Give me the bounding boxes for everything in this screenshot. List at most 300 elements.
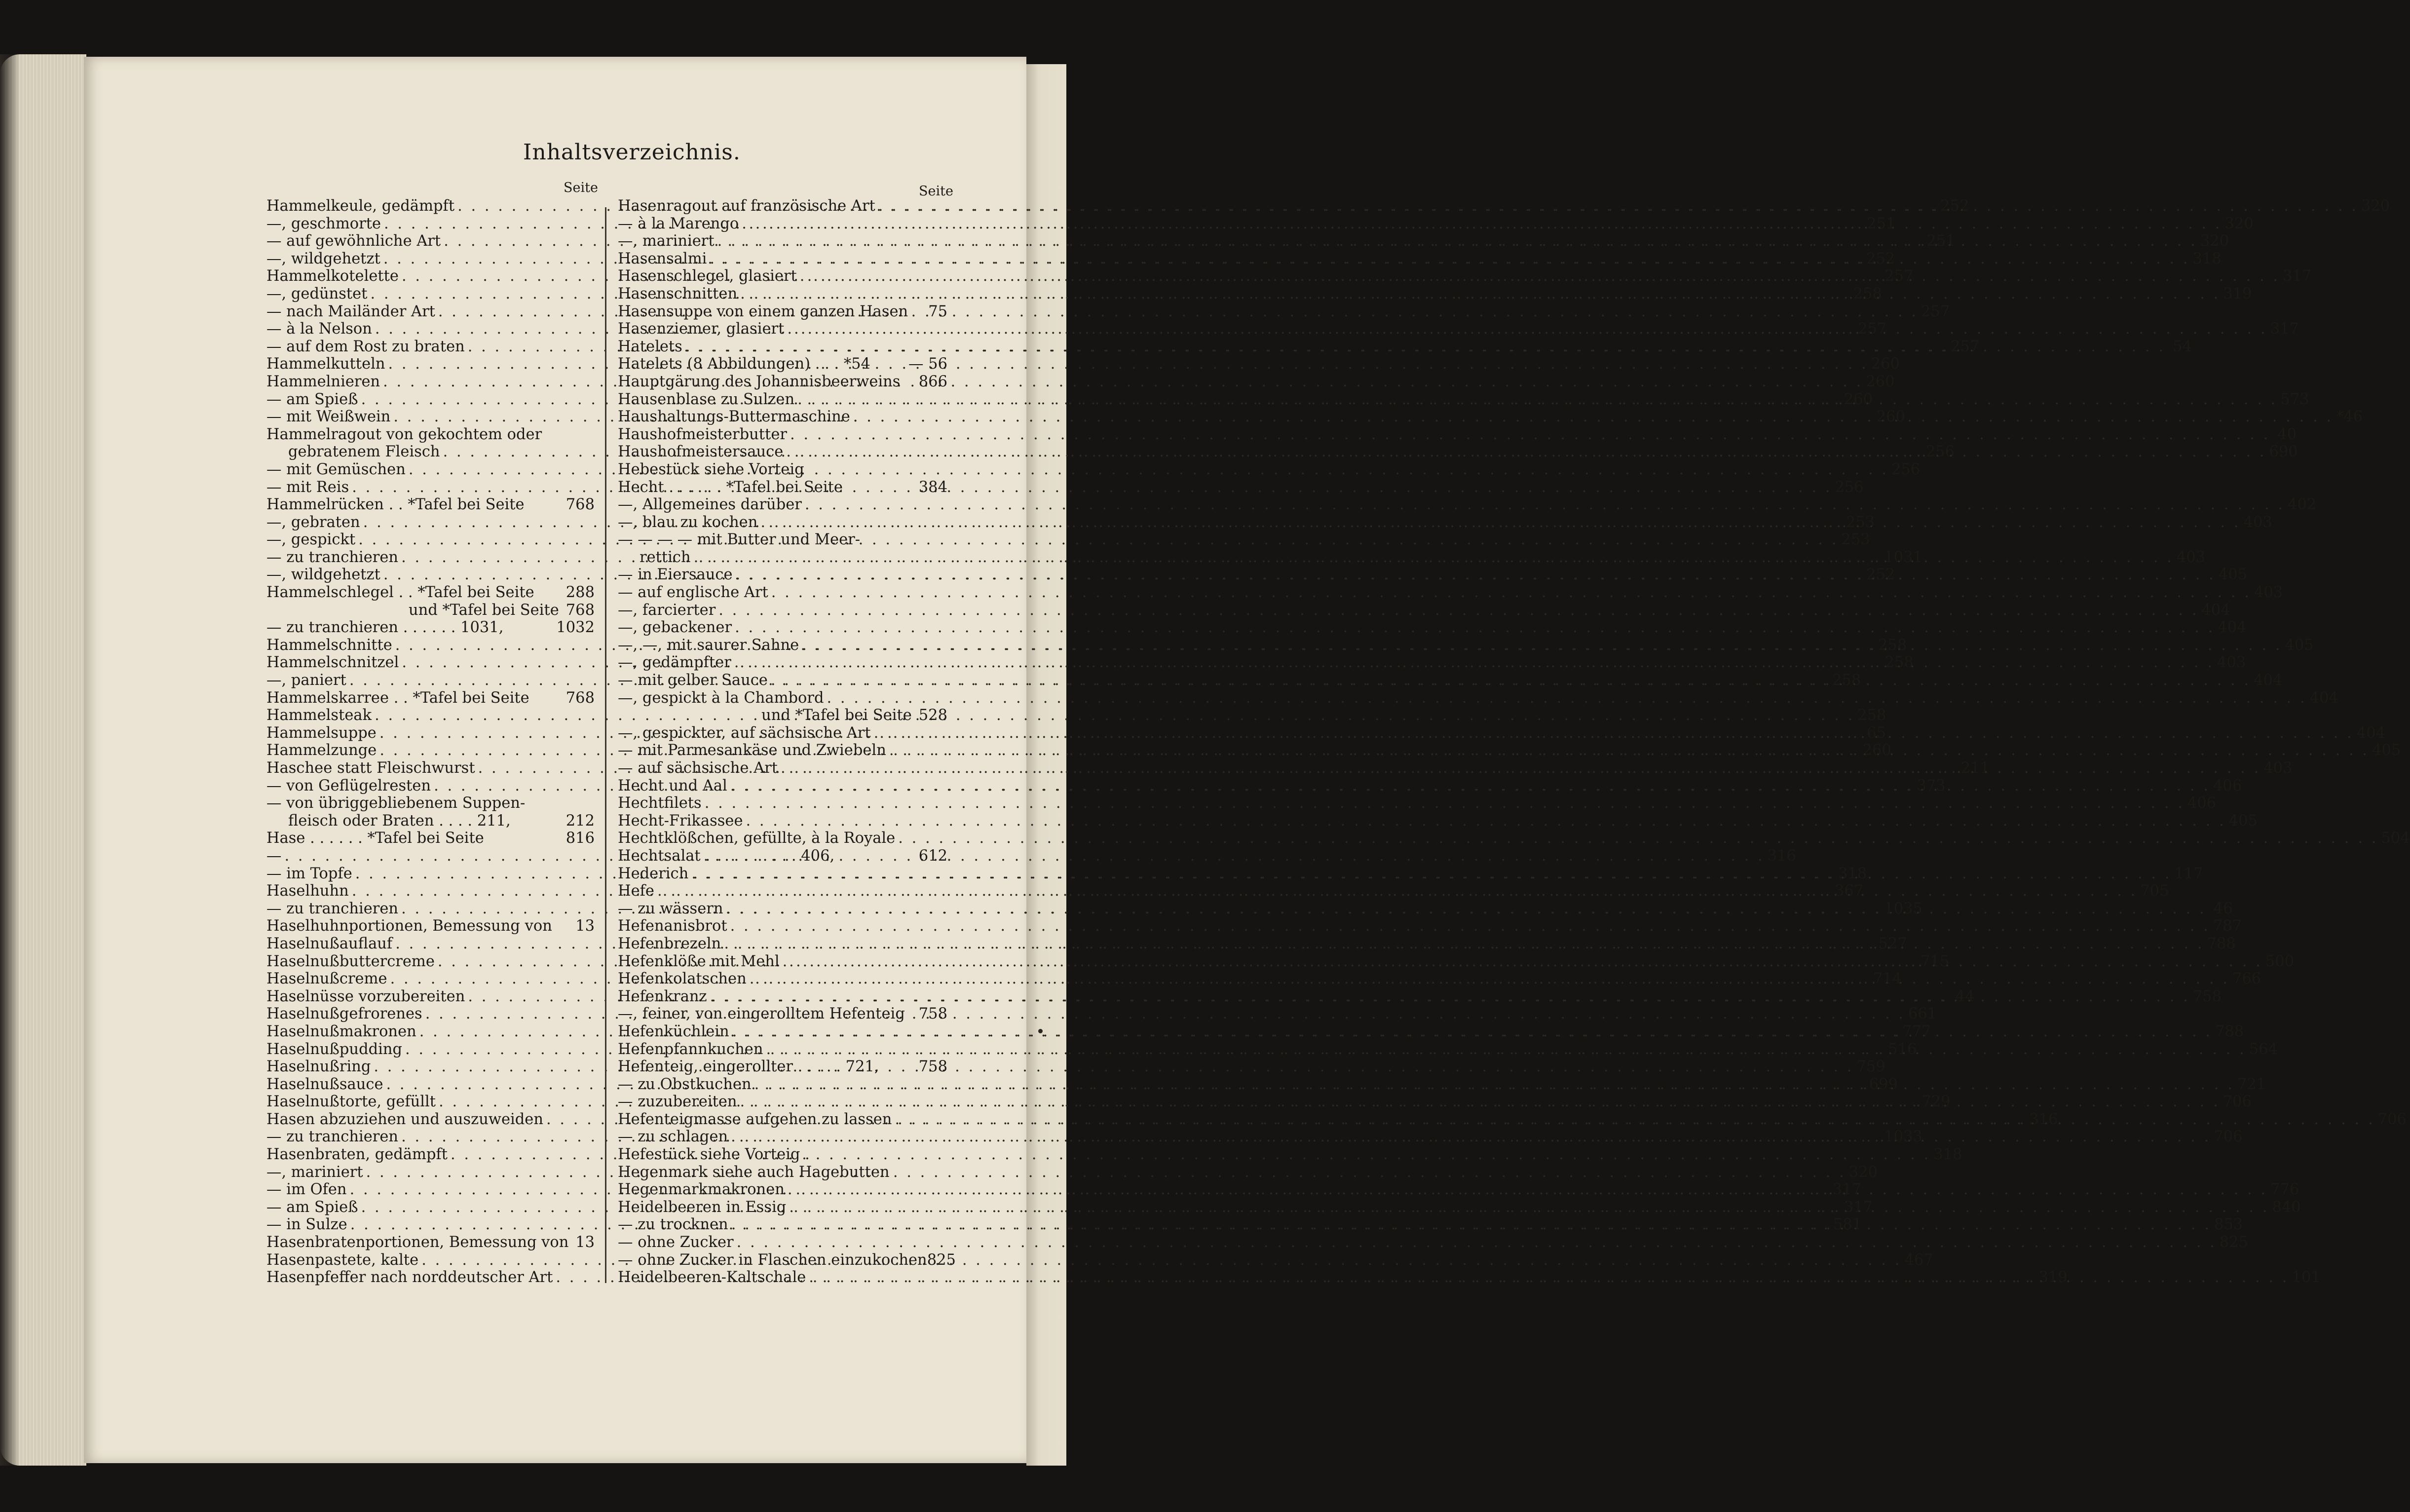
entry-text: Hasenziemer, glasiert: [618, 320, 785, 338]
page-number: 768: [565, 601, 595, 619]
index-entry: [266, 584, 595, 602]
entry-text: Hefenküchlein: [618, 1022, 729, 1040]
entry-text: — mit Reis: [266, 478, 349, 496]
leader-dots: [694, 549, 2174, 567]
entry-text: Hebestück siehe Vorteig: [618, 460, 804, 478]
leader-dots: [285, 847, 1765, 865]
page-number: 403: [2217, 654, 2246, 672]
leader-dots: [742, 215, 2222, 233]
entry-text: — auf englische Art: [618, 584, 768, 602]
leader-dots: [724, 935, 2204, 953]
page-number: 758: [918, 1005, 947, 1023]
leader-dots: [766, 1041, 2246, 1058]
leader-dots: [754, 1076, 2234, 1094]
entry-text: —, gespickt à la Chambord: [618, 689, 824, 707]
entry-text: Hausenblase zu Sulzen: [618, 390, 795, 408]
entry-text: Haselnußbuttercreme: [266, 952, 435, 970]
leader-dots: [781, 759, 2260, 777]
page-number: 257: [1858, 320, 1887, 338]
page-number: 504: [2381, 830, 2410, 847]
entry-text: — im Topfe: [266, 865, 352, 882]
page-number: 318: [2192, 250, 2222, 267]
page-number: 318: [1838, 865, 1867, 882]
page-number: 252: [1940, 197, 1969, 215]
leader-dots: [878, 197, 2358, 215]
entry-text: Hammelschnitzel: [266, 654, 399, 672]
page-number: 788: [2207, 935, 2236, 952]
page-number: 316: [2029, 1110, 2058, 1128]
leader-dots: [388, 355, 1868, 373]
page-number: 317: [1844, 1198, 1873, 1216]
page-number: 405: [2285, 636, 2314, 654]
page-number: 1035: [1884, 900, 1922, 917]
page-number: 252: [1866, 566, 1895, 584]
entry-text: Hecht-Frikassee: [618, 812, 743, 830]
leader-dots: [790, 426, 2270, 444]
page-number: 404: [2356, 724, 2386, 742]
page-number: 44: [1955, 987, 1975, 1005]
index-entry: [618, 812, 2258, 830]
entry-text: Hechtsalat . . . . . . . . . . 406,: [618, 847, 835, 865]
index-entry: [618, 1234, 2249, 1251]
entry-text: —, gespickt: [266, 531, 356, 549]
page-number: 367: [1835, 882, 1864, 900]
entry-text: — nach Mailänder Art: [266, 302, 435, 320]
entry-text: Hecht . . . . . . *Tafel bei Seite: [618, 478, 843, 496]
page-number: 117: [2174, 865, 2203, 882]
index-entry: [618, 707, 947, 724]
page-number: 253: [1841, 531, 1870, 549]
entry-text: Hefestück siehe Vorteig .: [618, 1146, 810, 1164]
leader-dots: [789, 1199, 2269, 1216]
page-number: 500: [2265, 952, 2295, 970]
page-number: 405: [2372, 742, 2401, 759]
entry-text: Hasen abzuziehen und auszuweiden: [266, 1110, 543, 1128]
page-number: 258: [1878, 636, 1907, 654]
page-number: 777: [1902, 1022, 1931, 1040]
entry-text: Haushaltungs-Buttermaschine: [618, 408, 850, 426]
entry-text: Hasenbratenportionen, Bemessung von: [266, 1234, 569, 1251]
entry-text: —, blau zu kochen: [618, 513, 758, 531]
leader-dots: [657, 882, 2137, 900]
page-number: 54: [2173, 338, 2192, 355]
index-entry: [266, 602, 595, 619]
entry-text: fleisch oder Braten . . . . 211,: [288, 812, 511, 830]
entry-text: — mit Weißwein: [266, 408, 391, 426]
page-number: 40: [2277, 425, 2297, 443]
page-number: 320: [2361, 197, 2390, 215]
page-number: 1033: [1884, 1128, 1922, 1146]
page-number: 768: [565, 689, 595, 707]
leader-dots: [736, 566, 2216, 584]
entry-text: — am Spieß: [266, 390, 358, 408]
page-number: 788: [2215, 1022, 2244, 1040]
entry-text: Hefenanisbrot: [618, 917, 727, 935]
leader-dots: [746, 812, 2226, 830]
page-number: 320: [2200, 232, 2229, 250]
page-number: 403: [2254, 584, 2283, 602]
entry-text: — am Spieß: [266, 1198, 358, 1216]
leader-dots: [805, 496, 2285, 514]
page-number: 816: [565, 830, 595, 847]
entry-text: Hasenbraten, gedämpft: [266, 1146, 448, 1164]
index-entry: [266, 619, 595, 637]
index-entry: [618, 1058, 947, 1076]
page-number: 404: [2201, 601, 2230, 619]
page-number: 715: [1920, 952, 1950, 970]
leader-dots: [802, 637, 2282, 654]
index-entry: [618, 830, 2410, 847]
leader-dots: [788, 1181, 2267, 1199]
entry-text: — à la Marengo: [618, 215, 739, 232]
entry-text: Hammelschlegel . . *Tafel bei Seite: [266, 584, 534, 602]
entry-text: Haselnußpudding: [266, 1040, 403, 1058]
page-number: 1031: [1884, 548, 1922, 566]
entry-text: Hechtklößchen, gefüllte, à la Royale: [618, 830, 896, 847]
page-number: 320: [1848, 1163, 1878, 1181]
entry-text: —, feiner, von eingerolltem Hefenteig: [618, 1005, 905, 1023]
entry-text: — auf gewöhnliche Art: [266, 232, 441, 250]
entry-text: — zu tranchieren: [266, 548, 399, 566]
entry-text: Haschee statt Fleischwurst: [266, 759, 475, 777]
index-entry: [618, 425, 2297, 444]
index-entry: [618, 794, 2217, 812]
entry-text: Hefe: [618, 882, 654, 900]
entry-text: —, geschmorte: [266, 215, 381, 232]
entry-text: und *Tafel bei Seite: [761, 707, 912, 724]
page-number: 527: [1878, 935, 1907, 952]
entry-text: Hammelkutteln: [266, 355, 385, 373]
page-number: 260: [1844, 390, 1873, 408]
index-entry: [618, 479, 947, 496]
entry-text: Haselhuhnportionen, Bemessung von: [266, 917, 552, 935]
leader-dots: [730, 777, 2210, 795]
page-number: 251: [1926, 232, 1956, 250]
entry-text: Haselnußtorte, gefüllt: [266, 1093, 436, 1111]
page-number: 260: [1871, 355, 1900, 373]
page-number: 13: [575, 1234, 595, 1251]
entry-text: rettich: [640, 548, 691, 566]
entry-text: Hefenklöße mit Mehl: [618, 952, 780, 970]
entry-text: —, Allgemeines darüber: [618, 496, 802, 514]
entry-text: Hammelskarree . . *Tafel bei Seite: [266, 689, 529, 707]
index-entry: [618, 1164, 947, 1181]
page-number: 705: [2140, 882, 2169, 900]
entry-text: — ohne Zucker: [618, 1234, 734, 1251]
page-number: 776: [2270, 1181, 2299, 1199]
leader-dots: [874, 724, 2354, 742]
index-entry: [618, 584, 2283, 602]
page-number: 699: [1869, 1075, 1898, 1093]
index-entry: [618, 1146, 947, 1164]
page-number: 65: [1867, 724, 1886, 742]
entry-text: — auf dem Rost zu braten: [266, 338, 465, 355]
entry-text: Hasenragout auf französische Art: [618, 197, 875, 215]
entry-text: Haselnüsse vorzubereiten: [266, 987, 465, 1005]
index-entry: [266, 794, 595, 812]
entry-text: Hasenpfeffer nach norddeutscher Art: [266, 1269, 553, 1286]
page-number: 258: [1832, 672, 1861, 689]
entry-text: Hammelkotelette: [266, 267, 399, 285]
entry-text: Hasensuppe von einem ganzen Hasen: [618, 302, 908, 320]
page-number: 402: [2288, 496, 2317, 514]
leader-dots: [358, 531, 1838, 549]
page-number: 251: [1867, 215, 1896, 232]
leader-dots: [705, 794, 2184, 812]
leader-dots: [732, 1023, 2212, 1041]
leader-dots: [710, 250, 2189, 268]
seite-label-left: Seite: [564, 180, 598, 195]
index-entry: [618, 601, 2230, 619]
page-number: 252: [1866, 250, 1895, 267]
entry-text: Heidelbeeren-Kaltschale: [618, 1269, 806, 1286]
leader-dots: [685, 338, 2165, 356]
entry-text: Hasenschnitten: [618, 285, 738, 302]
page-number: 404: [2309, 689, 2338, 707]
index-entry: [618, 1005, 947, 1023]
entry-text: Hecht und Aal: [618, 777, 727, 794]
index-entry: [618, 847, 947, 865]
entry-text: —, mariniert: [266, 1163, 363, 1181]
leader-dots: [710, 988, 2190, 1006]
entry-text: gebratenem Fleisch: [288, 443, 440, 461]
entry-text: und *Tafel bei Seite: [409, 601, 559, 619]
leader-dots: [771, 584, 2251, 602]
page-number: 319: [2223, 285, 2252, 302]
page-number: 729: [1921, 1093, 1951, 1111]
entry-text: — zu trocknen: [618, 1216, 728, 1234]
entry-text: Hefenbrezeln: [618, 935, 721, 952]
entry-text: Haselnußcreme: [266, 970, 387, 988]
page-number: 840: [2272, 1198, 2301, 1216]
entry-text: — zu schlagen: [618, 1128, 728, 1146]
page-number: 787: [2213, 917, 2242, 935]
entry-text: —: [266, 847, 282, 865]
entry-text: Hammelsuppe: [266, 724, 377, 742]
page-number: 403: [2176, 548, 2206, 566]
leader-dots: [730, 917, 2210, 935]
entry-text: — mit Gemüschen: [266, 460, 406, 478]
page-number: 758: [918, 1058, 947, 1076]
entry-text: — mit gelber Sauce: [618, 672, 768, 689]
page-number: 853: [2214, 1216, 2243, 1234]
page-number: 516: [1888, 1040, 1917, 1058]
page-number: 714: [1873, 970, 1902, 988]
leader-dots: [352, 479, 1832, 496]
entry-text: Hammelsteak: [266, 707, 372, 724]
index-entry: [266, 1234, 595, 1251]
seite-label-right: Seite: [919, 184, 953, 199]
entry-text: Hatelets (8 Abbildungen) . . . *54: [618, 355, 870, 373]
page-number: 319: [2038, 1269, 2068, 1286]
leader-dots: [889, 742, 2369, 759]
page-number: 316: [1767, 847, 1796, 865]
page-number: 612: [918, 847, 947, 865]
leader-dots: [374, 1058, 1853, 1076]
page-number: 258: [1884, 654, 1914, 672]
page-number: 320: [2224, 215, 2254, 232]
entry-text: — — — — mit Butter und Meer-: [618, 531, 861, 549]
leader-dots: [366, 1164, 1846, 1181]
page-number: 257: [1884, 267, 1914, 285]
index-entry: [618, 1251, 956, 1269]
leader-dots: [895, 1111, 2374, 1129]
page-number: 256: [1835, 478, 1864, 496]
entry-text: Haselnußring: [266, 1058, 371, 1076]
page-number: 706: [2377, 1110, 2407, 1128]
leader-dots: [691, 865, 2171, 883]
leader-dots: [735, 619, 2215, 637]
entry-text: —, gedünstet: [266, 285, 368, 302]
entry-text: Hechtfilets: [618, 794, 702, 812]
index-entry: [618, 917, 2242, 935]
entry-text: Haselnußsauce: [266, 1075, 383, 1093]
entry-text: Hegenmarkmakronen: [618, 1181, 785, 1199]
entry-text: —, wildgehetzt: [266, 250, 380, 267]
index-entry: [266, 689, 595, 707]
index-entry: [618, 373, 947, 391]
page-number: 825: [927, 1251, 956, 1269]
index-entry: [618, 531, 947, 549]
page-number: 403: [2263, 759, 2293, 777]
page-number: 13: [575, 917, 595, 935]
page-number: 317: [2270, 320, 2299, 338]
page-number: 260: [1876, 408, 1905, 426]
page-mark: [1038, 1029, 1043, 1033]
index-entry: [618, 355, 947, 373]
entry-text: Hefenkolatschen: [618, 970, 747, 988]
page-number: 256: [1891, 460, 1920, 478]
leader-dots: [898, 830, 2378, 847]
entry-text: — im Ofen: [266, 1181, 347, 1199]
page-number: 661: [1908, 1005, 1937, 1023]
leader-dots: [734, 654, 2214, 672]
entry-text: Hammelnieren: [266, 373, 380, 390]
page-number: 405: [2228, 812, 2258, 830]
entry-text: Haushofmeisterbutter: [618, 425, 787, 443]
book-edge-shadow: [0, 54, 20, 1466]
entry-text: Hatelets: [618, 338, 682, 355]
page-number: 581: [1833, 1216, 1862, 1234]
leader-dots: [737, 1234, 2217, 1251]
entry-text: —, wildgehetzt: [266, 566, 380, 584]
page-number: 257: [1921, 302, 1950, 320]
page-number: 404: [2254, 672, 2283, 689]
entry-text: — zuzubereiten: [618, 1093, 737, 1111]
leader-dots: [760, 514, 2240, 531]
entry-text: —, gebraten: [266, 513, 360, 531]
leader-dots: [718, 602, 2198, 619]
entry-text: —, —, mit saurer Sahne: [618, 636, 799, 654]
page-number: 406: [2187, 794, 2217, 812]
page-number: 258: [1853, 285, 1882, 302]
page-number: 573: [2280, 390, 2309, 408]
entry-text: Hefenpfannkuchen: [618, 1040, 763, 1058]
leader-dots: [787, 320, 2267, 338]
page-number: 706: [2214, 1128, 2243, 1146]
page-title: Inhaltsverzeichnis.: [523, 140, 741, 165]
entry-text: Haselhuhn: [266, 882, 349, 900]
entry-text: — à la Nelson: [266, 320, 372, 338]
leader-dots: [827, 689, 2307, 707]
index-entry: [266, 830, 595, 847]
page-number: 260: [1866, 373, 1895, 390]
entry-text: — zu tranchieren: [266, 1128, 399, 1146]
page-number: 758: [2192, 987, 2222, 1005]
entry-text: Hasenschlegel, glasiert: [618, 267, 797, 285]
leader-dots: [731, 1128, 2211, 1146]
page-number: 258: [1857, 707, 1886, 724]
index-entry: [618, 461, 947, 479]
entry-text: — von übriggebliebenem Suppen-: [266, 794, 526, 812]
entry-text: — von Geflügelresten: [266, 777, 431, 794]
entry-text: — zu Obstkuchen: [618, 1075, 752, 1093]
index-entry: [618, 303, 947, 321]
leader-dots: [717, 232, 2197, 250]
page-number: 768: [565, 496, 595, 514]
column-divider: [605, 207, 606, 1283]
entry-text: Hammelkeule, gedämpft: [266, 197, 455, 215]
entry-text: Hefenkranz: [618, 987, 707, 1005]
entry-text: Hammelzunge: [266, 742, 377, 759]
page-number: 253: [1845, 513, 1875, 531]
page-number: 256: [1925, 443, 1955, 461]
entry-text: — zu tranchieren . . . . . . 1031,: [266, 619, 504, 637]
page-number: 690: [2269, 443, 2298, 461]
entry-text: Hefenteigmasse aufgehen zu lassen: [618, 1110, 892, 1128]
page-number: 75: [928, 302, 947, 320]
leader-dots: [797, 391, 2277, 409]
entry-text: Haselnußauflauf: [266, 935, 393, 952]
page-number: 101: [2292, 1269, 2321, 1286]
page-number: 288: [565, 584, 595, 602]
page-number: 257: [1951, 338, 1980, 355]
leader-dots: [726, 900, 2206, 918]
page-number: 317: [2283, 267, 2312, 285]
entry-text: Haushofmeistersauce: [618, 443, 784, 461]
entry-text: Hefenteig, eingerollter . . . . . 721,: [618, 1058, 879, 1076]
page-number: 866: [918, 373, 947, 390]
leader-dots: [740, 1093, 2220, 1111]
page-number: 46: [2213, 900, 2233, 917]
page-number: 212: [565, 812, 595, 830]
leader-dots: [783, 953, 2262, 971]
leader-dots: [786, 443, 2266, 461]
entry-text: — zu tranchieren: [266, 900, 399, 917]
entry-text: Heidelbeeren in Essig: [618, 1198, 787, 1216]
entry-text: Hederich: [618, 865, 689, 882]
entry-text: Hammelrücken . . *Tafel bei Seite: [266, 496, 525, 514]
leader-dots: [771, 672, 2251, 689]
index-entry: [618, 689, 2338, 707]
index-entry: [266, 812, 595, 830]
entry-text: Haselnußgefrorenes: [266, 1005, 422, 1023]
page-number: 825: [2219, 1234, 2249, 1251]
entry-text: — ohne Zucker in Flaschen einzukochen: [618, 1251, 927, 1269]
leader-dots: [375, 707, 1854, 724]
index-entry: [266, 426, 595, 444]
entry-text: —, gebackener: [618, 619, 732, 637]
index-entry: [266, 496, 595, 514]
index-entry: [618, 496, 2317, 514]
entry-text: —, paniert: [266, 672, 346, 689]
entry-text: — mit Parmesankäse und Zwiebeln: [618, 742, 886, 759]
entry-text: Hase . . . . . . *Tafel bei Seite: [266, 830, 484, 847]
page-number: 759: [1856, 1058, 1885, 1076]
leader-dots: [809, 1269, 2289, 1286]
entry-text: — zu wässern: [618, 900, 723, 917]
page-number: 403: [2243, 513, 2272, 531]
